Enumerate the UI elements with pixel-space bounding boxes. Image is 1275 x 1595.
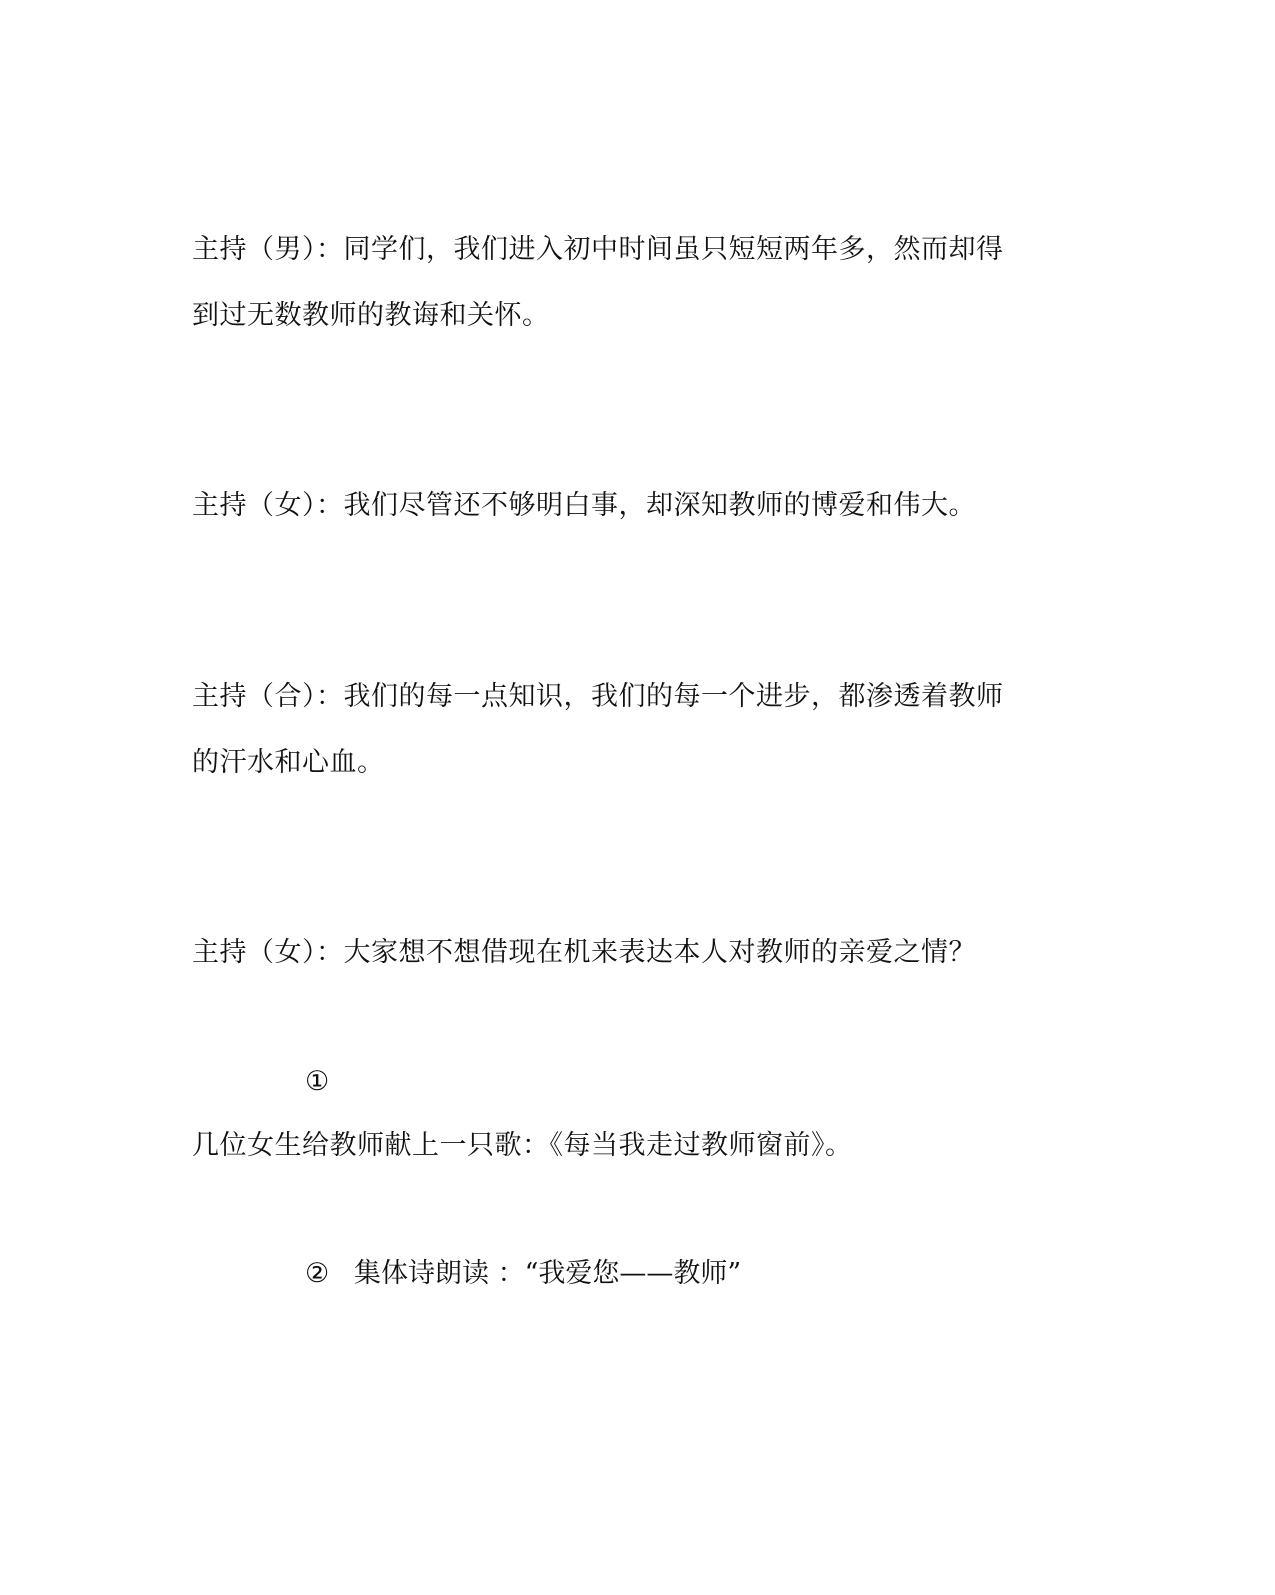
paragraph-host-male-line-1: 主持（男）：同学们，我们进入初中时间虽只短短两年多，然而却得 (192, 234, 1004, 265)
paragraph-host-male-line-2: 到过无数教师的教诲和关怀。 (192, 300, 550, 331)
paragraph-host-together-line-1: 主持（合）：我们的每一点知识，我们的每一个进步，都渗透着教师 (192, 681, 1004, 712)
list-marker-1: ① (305, 1066, 330, 1097)
paragraph-host-female-question: 主持（女）：大家想不想借现在机来表达本人对教师的亲爱之情？ (192, 937, 976, 968)
list-item-2-text: 集体诗朗读 ：“我爱您——教师” (354, 1258, 742, 1289)
paragraph-host-together-line-2: 的汗水和心血。 (192, 747, 385, 778)
list-marker-2: ② (305, 1258, 330, 1289)
paragraph-host-female: 主持（女）：我们尽管还不够明白事，却深知教师的博爱和伟大。 (192, 490, 976, 521)
list-item-1-text: 几位女生给教师献上一只歌：《每当我走过教师窗前》。 (192, 1130, 853, 1161)
